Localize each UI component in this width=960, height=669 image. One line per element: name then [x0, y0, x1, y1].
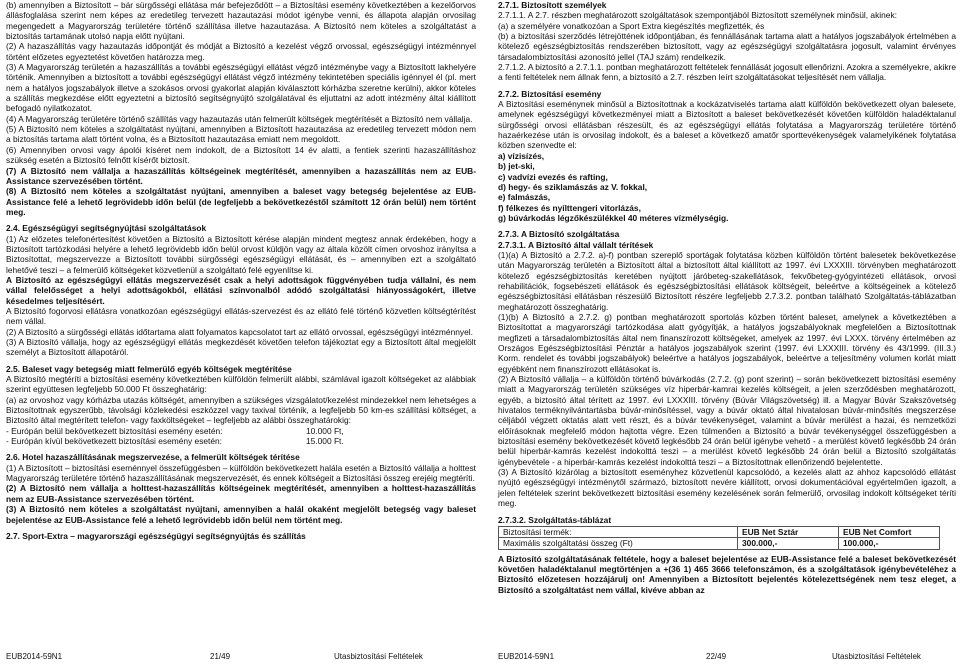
paragraph: (3) A Magyarország területén a hazaszállítás a további egészségügyi ellátást végző intézménybe vagy a Biztosított lakhelyére történik. Amennyiben a biztosított a további egészségügyi ellátást végző intézmény tekintetében speciális igénnyel él (pl. mert nem a hatályos jogszabályok illetve a szokásos orvosi gyakorlat alapján kiválasztott kórházba szeretne kerülni), akkor köteles a szállítás megkezdése előtt egyeztetni a biztosító segítségnyújtó szolgálatával és eljuttatni az adott intézmény által kiállított befogadó nyilatkozatot. [6, 62, 476, 114]
paragraph [6, 426, 476, 436]
paragraph [6, 436, 476, 446]
cost-line-label: - Európán belül bekövetkezett biztosítási esemény esetén: [6, 425, 223, 436]
sport-item: c) vadvízi evezés és rafting, [498, 171, 608, 182]
left-column [6, 0, 476, 541]
section-heading: 2.6. Hotel hazaszállításának megszervezése, a felmerült költségek térítése [6, 452, 300, 463]
paragraph: (1)(a) A Biztosító a 2.7.2. a)-f) pontban szereplő sportágak folytatása közben külföldön történt balesetek bekövetkezése után Magyarország területén a Biztosított által a biztosított által kiállított az 1997. évi LXXXIII. törvényben meghatározott kötelező egészségbiztosítás keretében nyújtott járóbeteg-szakellátások, fekvőbeteg-gyógyintézeti ellátások, orvosi rehabilitációk, fogsebészeti ellátások és egészségbiztosítási ellátások költségeit, beleértve a költségeinek a kötelező egészségbiztosítási ellátásban részesülő Biztosított részére legfeljebb 2.7.3.2. pontban található Szolgáltatás-táblázatban meghatározott összeghatárig. [498, 249, 956, 312]
paragraph: (8) A Biztosító nem köteles a szolgáltatást nyújtani, amennyiben a baleset vagy betegség bejelentése az EUB-Assistance felé a lehető legrövidebb időn belül (de legfeljebb a bekövetkezéstől számított 12 órán belül) nem történt meg. [6, 186, 476, 217]
table-cell: EUB Net Comfort [839, 526, 940, 537]
paragraph: (2) A hazaszállítás vagy hazautazás időpontját és módját a Biztosító a kezelést végző orvossal, egészségügyi intézménnyel történt előzetes egyeztetést követően határozza meg. [6, 41, 476, 62]
table-header-row [499, 526, 940, 537]
paragraph: (3) A Biztosító kizárólag a biztosított eseményhez közvetlenül kapcsolódó, a kezelés alatt az ahhoz kapcsolódó ellátást nyújtó egészségügyi intézménytől származó, biztosított nevére kiállított, orvosi dokumentációval egyértelműen igazolt, a jelen feltételek szerint bekövetkezett biztosítási esemény kezelésének során felmerülő, orvosilag indokolt költségeket téríti meg. [498, 467, 956, 509]
paragraph: (5) A Biztosító nem köteles a szolgáltatást nyújtani, amennyiben a Biztosított hazautazása az eredetileg tervezett módon nem a biztosítás tartama alatt történt volna, és a Biztosított hazautazása emiatt nem megoldott. [6, 124, 476, 145]
paragraph: A Biztosító szolgáltatásának feltétele, hogy a baleset bejelentése az EUB-Assistance felé a baleset bekövetkezését követően haladéktalanul megtörténjen a +(36 1) 465 3666 telefonszámon, és a szolgáltatások igénybevételéhez a Biztosító előzetesen hozzájárulj on! Amennyiben a Biztosított bejelentés kötelezettségének nem tesz eleget, a Biztosító a szolgáltatást nem vállal, kivéve abban az [498, 553, 956, 595]
section-heading: 2.5. Baleset vagy betegség miatt felmerülő egyéb költségek megtérítése [6, 363, 292, 374]
paragraph: A Biztosító megtéríti a biztosítási esemény következtében külföldön felmerült alábbi, számlával igazolt költségeket az alábbiak szerint együttesen legfeljebb 50.000 Ft összeghatárig: [6, 374, 476, 395]
right-column [498, 0, 956, 595]
paragraph: (3) A Biztosító vállalja, hogy az egészségügyi ellátás megkezdését követően telefon tájékoztat egy a Biztosított által megjelölt személyt a Biztosított állapotáról. [6, 337, 476, 358]
service-table [498, 526, 940, 550]
table-cell: Biztosítási termék: [499, 526, 738, 537]
sport-item: b) jet-ski, [498, 161, 535, 172]
footer-code-right: EUB2014-59N1 [498, 652, 555, 661]
paragraph: (1) A Biztosított – biztosítási eseménnyel összefüggésben – külföldön bekövetkezett halála esetén a Biztosító vállalja a holttest Magyarország területére történő hazaszállításának megszervezését, és ennek költségeit a Biztosítási összeg erejéig megtéríti. [6, 462, 476, 484]
table-row [499, 538, 940, 549]
section-heading: 2.7.3.1. A Biztosító által vállalt térítések [498, 239, 654, 250]
paragraph: 2.7.1.2. A biztosító a 2.7.1.1. pontban meghatározott feltételek fennállását jogosult ellenőrizni. Azokra a személyekre, akikre a fenti feltételek nem állnak fenn, a biztosító a 2.7. részben leírt szolgáltatásokat teljesítését nem vállalja. [498, 62, 956, 83]
cost-line-label: - Európán kívül bekövetkezett biztosítási esemény esetén: [6, 436, 223, 447]
paragraph: A Biztosítási eseménynek minősül a Biztosítottnak a kockázatviselés tartama alatt külföldön bekövetkezett olyan balesete, amelynek egészségügyi következményei miatt a Biztosított a baleset bekövetkezését követően külföldön haladéktalanul sürgősségi orvosi ellátásban részesült, és az egészségügyi ellátás folytatása a Magyarország területére történő hazaérkezése után is orvosilag indokolt, és a baleset a következő amatőr sporttevékenységek valamelyikének folytatása közben szenvedte el: [498, 99, 956, 151]
paragraph: (2) A Biztosító vállalja – a külföldön történő búvárkodás (2.7.2. (g) pont szerint) – során bekövetkezett biztosítási esemény miatt a Magyarország területén szükséges víz hiperbár-kamrai kezelés költségeit, a jelen szerződésben meghatározott, egyéb, a biztosító által térített az 1997. évi LXXXIII. törvény (Búvár Világszövetség) ill. a Magyar Búvár Szakszövetség hivatalos terméknyilvántartásba búvár-minősítéssel, vagy a búvár oktató által hivatalosan búvár-minősítés megszerzése céljából végzett oktatás alatt vett részt, és a búvár tevékenységet, valamint a búvár merülést a hazai, és nemzetközi előírásoknak megfelelő módon hajtotta végre. Ezen túlmenően a Biztosító a búvár tevékenységgel összefüggésben a biztosítási esemény bekövetkezését követő legkésőbb 24 órán belül igénybe vehető - a merülést követő legkésőbb 24 órán belül hiperbár-kamrás kezelést indokolttá teszi – a merülést követő legkésőbb 24 órán belül a Biztosító szolgáltatás igénybevétele - a hiperbár-kamrás kezelést indokolttá teszi – a Biztosítottnak ellenőrizendő bejelentette. [498, 374, 956, 467]
paragraph: (6) Amennyiben orvosi vagy ápolói kíséret nem indokolt, de a Biztosított 14 év alatti, a fentiek szerinti hazaszállításhoz szükség esetén a Biztosító felnőtt kísérőt biztosít. [6, 144, 476, 166]
section-heading: 2.7.1. Biztosított személyek [498, 0, 607, 10]
sport-item: a) vízisízés, [498, 150, 545, 161]
cost-line-amount: 15.000 Ft. [306, 436, 344, 447]
paragraph: A Biztosító fogorvosi ellátásra vonatkozóan egészségügyi ellátás-szervezést és az ellátó felé történő közvetlen költségtérítést nem vállal. [6, 305, 476, 327]
paragraph: (1) Az előzetes telefonértesítést követően a Biztosító a Biztosított kérése alapján mindent megtesz annak érdekében, hogy a Biztosított tartózkodási helyére a lehető legrövidebb időn belül orvost küldjön vagy az általa közölt címen orvoshoz irányítsa a Biztosítottat, megszervezze a Biztosított további sürgősségi egészségügyi ellátását, és – amennyiben ezt a szolgáltató lehetővé teszi – a felmerülő költségeket közvetlenül a szolgáltató felé egyenlítse ki. [6, 233, 476, 275]
cost-line-amount: 10.000 Ft, [306, 425, 344, 436]
table-cell: 300.000,- [738, 538, 839, 549]
paragraph: (2) A Biztosító nem vállalja a holttest-hazaszállítás költségeinek megtérítését, amennyiben a holttest-hazaszállítás nem az EUB-Assistance szervezésében történt. [6, 483, 476, 504]
footer-title-left: Utasbiztosítási Feltételek [334, 652, 423, 661]
paragraph: (4) A Magyarország területére történő szállítás vagy hazautazás után felmerült költségek megtérítését a Biztosító nem vállalja. [6, 113, 473, 124]
paragraph: (7) A Biztosító nem vállalja a hazaszállítás költségeinek megtérítését, amennyiben a hazaszállítás nem az EUB-Assistance szervezésében történt. [6, 165, 476, 186]
sport-item: g) búvárkodás légzőkészülékkel 40 méteres vízmélységig. [498, 212, 729, 223]
paragraph: (a) a személyére vonatkozóan a Sport Extra kiegészítés megfizették, és [498, 20, 765, 31]
paragraph: A Biztosító az egészségügyi ellátás megszervezését csak a helyi adottságok függvényében tudja vállalni, és nem vállal felelősséget a helyi adottságokból, ellátási színvonalból adódó szolgáltatási hiányosságokért, illetve késedelmes teljesítésért. [6, 274, 476, 306]
footer-page-right: 22/49 [706, 652, 727, 661]
paragraph: (1)(b) A Biztosító a 2.7.2. g) pontban meghatározott sportolás közben történt baleset, amelynek a következtében a Biztosítottat a magyarországi tartózkodása alatt gyógyítják, a hatályos jogszabályoknak megfelelően a Biztosítottnak megfizeti a társadalombiztosítás által nem finanszírozott költségeket, amelyek az 1997. évi LXXX. törvény értelmében az Országos Egészségbiztosítási Pénztár a hatályos jogszabályok szerint (1997. évi LXXXIII. törvény és 43/1999. (III.3.) Korm. rendelet és további jogszabályok) beleértve a hatályos jogszabályok, beleértve a teljesítmény volumen korlát miatt egyébként nem finanszírozott ellátásokat is. [498, 311, 956, 374]
paragraph: (a) az orvoshoz vagy kórházba utazás költségét, amennyiben a szükséges vizsgálatot/kezelést mindezekkel nem lehetséges a Biztosítottnak egyszerűbb, távolsági közlekedési eszközzel vagy taxival történik, a legfeljebb 50 km-es szállítási költséget, a Biztosító által megtérített telefon- vagy faxköltségeket – legfeljebb az alábbi összeghatárokig: [6, 394, 476, 426]
sport-item: f) félkezes és nyílttengeri vitorlázás, [498, 202, 641, 213]
section-heading: 2.7.3. A Biztosító szolgáltatása [498, 229, 620, 240]
footer-title-right: Utasbiztosítási Feltételek [832, 652, 921, 661]
section-heading: 2.7.3.2. Szolgáltatás-táblázat [498, 514, 612, 525]
section-heading: 2.4. Egészségügyi segítségnyújtási szolgáltatások [6, 223, 207, 234]
sport-item: d) hegy- és sziklamászás az V. fokkal, [498, 181, 648, 192]
sport-item: e) falmászás, [498, 192, 551, 203]
section-heading: 2.7. Sport-Extra – magyarországi egészségügyi segítségnyújtás és szállítás [6, 530, 306, 541]
paragraph: (b) amennyiben a Biztosított – bár sürgősségi ellátása már befejeződött – a Biztosítási esemény következtében a kezelőorvos állásfoglalása szerint nem képes az eredetileg tervezett hazautazási módot igénybe venni, és állapota alapján orvosilag megengedett a Magyarország területére történő szállítása illetve hazautazása. A Biztosító nem köteles a szolgáltatást a biztosítás tartamának utolsó napja előtt nyújtani. [6, 0, 476, 42]
table-cell: 100.000,- [839, 538, 940, 549]
table-cell: EUB Net Sztár [738, 526, 839, 537]
paragraph: 2.7.1.1. A 2.7. részben meghatározott szolgáltatások szempontjából Biztosított személynek minősül, akinek: [498, 10, 897, 21]
paragraph: (b) a biztosítási szerződés létrejöttének időpontjában, és fennállásának tartama alatt a hatályos jogszabályok értelmében a kötelező egészségbiztosítás rendszerében biztosított, vagy az egészségügyi szolgáltatásra jogosult, valamint érvényes társadalombiztosítási azonosító jellel (TAJ szám) rendelkezik. [498, 31, 956, 62]
paragraph: (2) A Biztosító a sürgősségi ellátás időtartama alatt folyamatos kapcsolatot tart az ellátó orvossal, egészségügyi intézménnyel. [6, 326, 473, 337]
section-heading: 2.7.2. Biztosítási esemény [498, 88, 602, 99]
paragraph: (3) A Biztosító nem köteles a szolgáltatást nyújtani, amennyiben a halál okaként megjelölt betegség vagy baleset bejelentése az EUB-Assistance felé a lehető legrövidebb időn belül nem történt meg. [6, 504, 476, 525]
table-cell: Maximális szolgáltatási összeg (Ft) [499, 538, 738, 549]
footer-page-left: 21/49 [210, 652, 231, 661]
footer-code-left: EUB2014-59N1 [6, 652, 63, 661]
